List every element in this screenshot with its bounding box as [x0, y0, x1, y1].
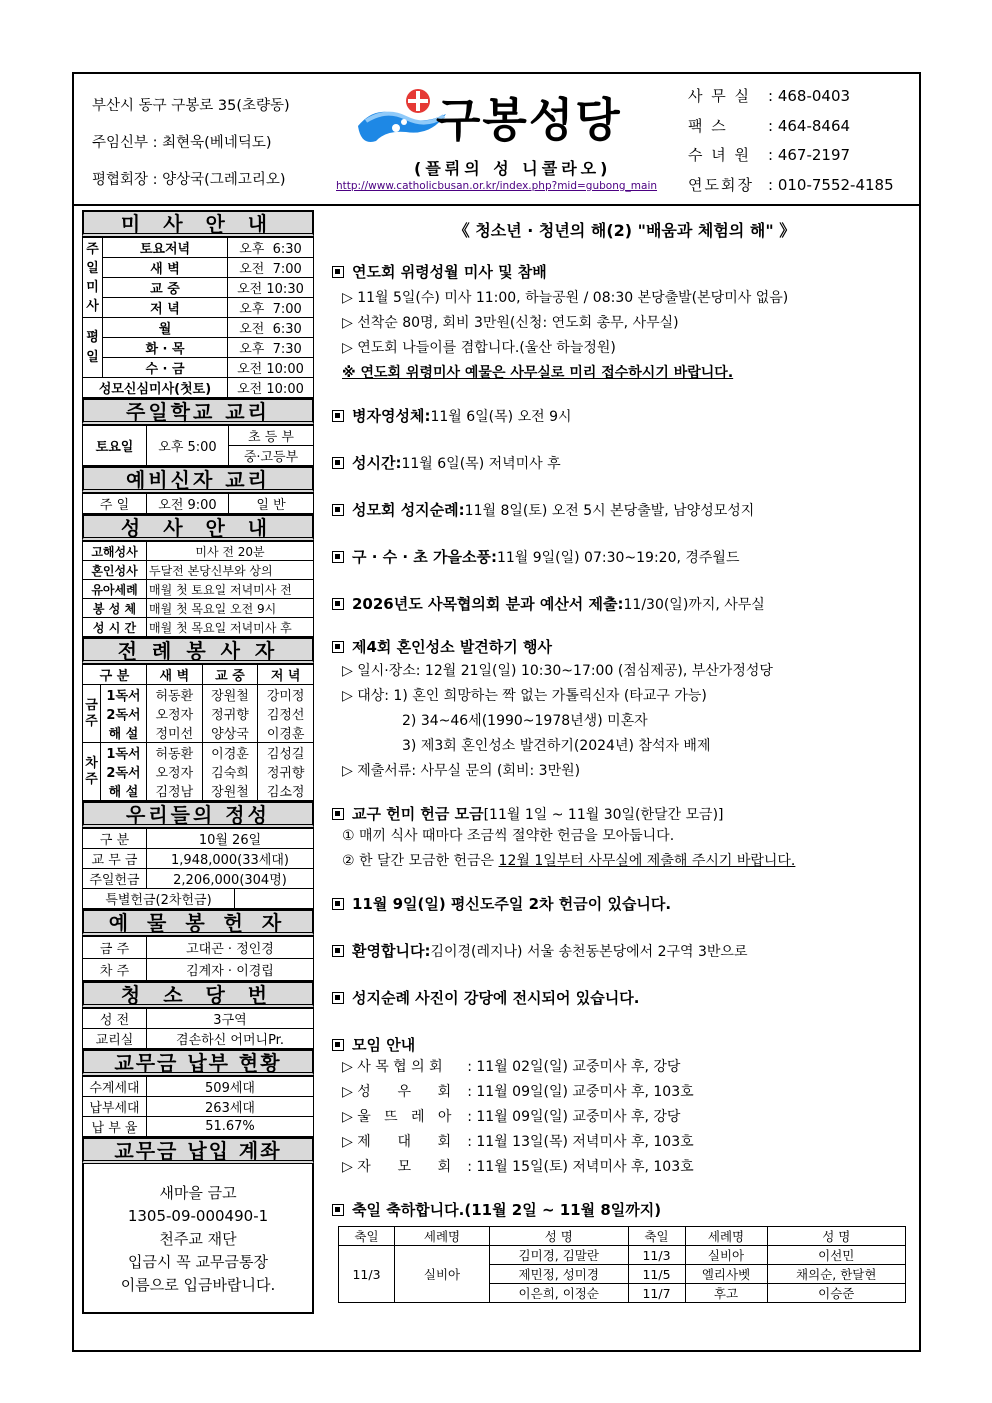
catechumen-table: 주 일 오전 9:00 일 반: [82, 493, 314, 514]
pastor: 주임신부 : 최현욱(베네딕도): [92, 135, 272, 151]
account-info: 새마을 금고 1305-09-000490-1 천주교 재단 입금시 꼭 교무금통장 이름으로 입금바랍니다.: [82, 1164, 314, 1314]
contact-fax: 팩 스 : 464-8464: [688, 116, 851, 135]
square-bullet-icon: [332, 551, 344, 563]
collection-notice: 교구 헌미 헌금 모금 [11월 1일 ~ 11월 30일(한달간 모금)] ① 매끼 식사 때마다 조금씩 절약한 헌금을 모아둡니다. ② 한 달간 모금한 헌금은 12월 1일부터 사무실에 제출해 주시기 바랍니다.: [332, 803, 917, 874]
square-bullet-icon: [332, 808, 344, 820]
notice-pilgrimage: 성모회 성지순례: 11월 8일(토) 오전 5시 본당출발, 남양성모성지: [332, 499, 917, 520]
section-title-sacraments: 성 사 안 내: [82, 514, 314, 541]
section-title-dues: 교무금 납부 현황: [82, 1049, 314, 1076]
bulletin-header: [74, 74, 919, 206]
bulletin-page: [72, 72, 921, 1352]
parish-subtitle: (플뤼의 성 니콜라오): [414, 159, 612, 178]
feast-table: 축일 세례명 성 명 축일 세례명 성 명 11/3 실비아 김미경, 김말란 11/3 실비아 이선민 제민정, 성미경 11/5 엘리사벳 채의순, 한달현 이은희, 이정순 11/7 후고 이승준: [338, 1226, 906, 1303]
cleaning-table: 성 전 3구역 교리실 겸손하신 어머니Pr.: [82, 1008, 314, 1049]
memorial-mass-notice: 연도회 위령성월 미사 및 참배 ▷ 11월 5일(수) 미사 11:00, 하늘공원 / 08:30 본당출발(본당미사 없음) ▷ 선착순 80명, 회비 3만원(신청: 연도회 총무, 사무실) ▷ 연도회 나들이를 겸합니다.(울산 하늘정원) ※ 연도회 위령미사 예물은 사무실로 미리 접수하시기 바랍니다.: [332, 261, 917, 386]
contact-office: 사 무 실 : 468-0403: [688, 87, 851, 105]
second-collection-notice: 11월 9일(일) 평신도주일 2차 헌금이 있습니다.: [332, 893, 917, 914]
marriage-event-notice: 제4회 혼인성소 발견하기 행사 ▷ 일시·장소: 12월 21일(일) 10:30~17:00 (점심제공), 부산가정성당 ▷ 대상: 1) 혼인 희망하는 짝 없는 가톨릭신자 (타교구 가능) 2) 34~46세(1990~1978년생) 미혼자 3) 제3회 혼인성소 발견하기(2024년) 참석자 배제 ▷ 제출서류: 사무실 문의 (회비: 3만원): [332, 636, 917, 784]
square-bullet-icon: [332, 898, 344, 910]
section-title-servers: 전 례 봉 사 자: [82, 637, 314, 664]
square-bullet-icon: [332, 410, 344, 422]
section-title-catechumen: 예비신자 교리: [82, 466, 314, 493]
offering-table: 구 분 10월 26일 교 무 금 1,948,000(33세대) 주일헌금 2,206,000(304명): [82, 828, 314, 889]
servers-table: 구 분 새 벽 교 중 저 녁 금 주 1독서 허동환 장원철 강미정 2독서 오정자 정귀향 김정선 해 설 정미선 양상국 이경훈 차 주 1독서 허동환 이경훈 김성길 2독서 오정자 김숙희 정귀향 해 설 김정남 장원철 김소정: [82, 664, 314, 801]
square-bullet-icon: [332, 641, 344, 653]
year-theme: 《 청소년 · 청년의 해(2) "배움과 체험의 해" 》: [453, 221, 796, 240]
sacraments-table: 고해성사 미사 전 20분 혼인성사 두달전 본당신부와 상의 유아세례 매월 첫 토요일 저녁미사 전 봉 성 체 매월 첫 목요일 오전 9시 성 시 간 매월 첫 목요일 저녁미사 후: [82, 541, 314, 637]
photo-exhibit-notice: 성지순례 사진이 강당에 전시되어 있습니다.: [332, 987, 917, 1008]
council-president: 평협회장 : 양상국(그레고리오): [92, 172, 286, 188]
special-offering-table: 특별헌금(2차헌금): [82, 889, 314, 909]
meeting-row: ▷ 자 모 회 : 11월 15일(토) 저녁미사 후, 103호: [342, 1159, 694, 1175]
contact-yeondo: 연도회장 : 010-7552-4185: [688, 175, 894, 194]
address: 부산시 동구 구봉로 35(초량동): [92, 98, 290, 114]
section-title-cleaning: 청 소 당 번: [82, 981, 314, 1008]
square-bullet-icon: [332, 1204, 344, 1216]
mass-table: 주 일 미 사 토요저녁 오후 6:30 새 벽 오전 7:00 교 중 오전 10:30 저 녁 오후 7:00 평 일 월 오전 6:30 화 · 목 오후 7:30 수 · 금 오전 10:00 성모신심미사(첫토) 오전 10:00: [82, 237, 314, 398]
notice-picnic: 구 · 수 · 초 가을소풍: 11월 9일(일) 07:30~19:20, 경주월드: [332, 546, 917, 567]
weekday-mass-label: 평 일: [83, 318, 103, 378]
announcements: [332, 214, 917, 1303]
parish-title: 구봉성당: [436, 93, 622, 147]
square-bullet-icon: [332, 992, 344, 1004]
dues-table: 수계세대 509세대 납부세대 263세대 납 부 율 51.67%: [82, 1076, 314, 1137]
sunday-mass-label: 주 일 미 사: [83, 238, 103, 318]
square-bullet-icon: [332, 266, 344, 278]
contact-convent: 수 녀 원 : 467-2197: [688, 146, 851, 164]
section-title-account: 교무금 납입 계좌: [82, 1137, 314, 1164]
parish-info: [92, 88, 290, 199]
section-title-mass: 미 사 안 내: [82, 210, 314, 237]
gifts-table: 금 주 고대곤 · 정인경 차 주 김계자 · 이경립: [82, 936, 314, 981]
square-bullet-icon: [332, 457, 344, 469]
meeting-row: ▷ 성 우 회 : 11월 09일(일) 교중미사 후, 103호: [342, 1084, 694, 1100]
meeting-row: ▷ 울 뜨 레 아 : 11월 09일(일) 교중미사 후, 강당: [342, 1109, 681, 1125]
sunday-school-table: 토요일 오후 5:00 초 등 부 중·고등부: [82, 425, 314, 466]
contacts: [688, 82, 894, 200]
square-bullet-icon: [332, 945, 344, 957]
meeting-row: ▷ 제 대 회 : 11월 13일(목) 저녁미사 후, 103호: [342, 1134, 694, 1150]
feast-day-notice: 축일 축하합니다.(11월 2일 ~ 11월 8일까지) 축일 세례명 성 명 축일 세례명 성 명 11/3 실비아 김미경, 김말란 11/3 실비아 이선민 제민정, 성미경 11/5 엘리사벳 채의순, 한달현 이은희, 이정순 11/7 후고 이승준: [332, 1199, 917, 1303]
square-bullet-icon: [332, 1039, 344, 1051]
section-title-offering: 우리들의 정성: [82, 801, 314, 828]
meetings-notice: 모임 안내 ▷ 사 목 협 의 회 : 11월 02일(일) 교중미사 후, 강당 ▷ 성 우 회 : 11월 09일(일) 교중미사 후, 103호 ▷ 울 뜨 레 아 : 11월 09일(일) 교중미사 후, 강당 ▷ 제 대 회 : 11월 13일(목) 저녁미사 후, 103호 ▷ 자 모 회 : 11월 15일(토) 저녁미사 후, 103호: [332, 1034, 917, 1180]
parish-url-link[interactable]: http://www.catholicbusan.or.kr/index.php?mid=gubong_main: [336, 180, 658, 192]
sidebar: [82, 210, 314, 1314]
section-title-gifts: 예 물 봉 헌 자: [82, 909, 314, 936]
square-bullet-icon: [332, 504, 344, 516]
square-bullet-icon: [332, 598, 344, 610]
section-title-sunday-school: 주일학교 교리: [82, 398, 314, 425]
meeting-row: ▷ 사 목 협 의 회 : 11월 02일(일) 교중미사 후, 강당: [342, 1059, 681, 1075]
notice-communion: 병자영성체: 11월 6일(목) 오전 9시: [332, 405, 917, 426]
notice-budget: 2026년도 사목협의회 분과 예산서 제출: 11/30(일)까지, 사무실: [332, 593, 917, 614]
welcome-notice: 환영합니다: 김이경(레지나) 서울 송천동본당에서 2구역 3반으로: [332, 940, 917, 961]
notice-holy-hour: 성시간: 11월 6일(목) 저녁미사 후: [332, 452, 917, 473]
